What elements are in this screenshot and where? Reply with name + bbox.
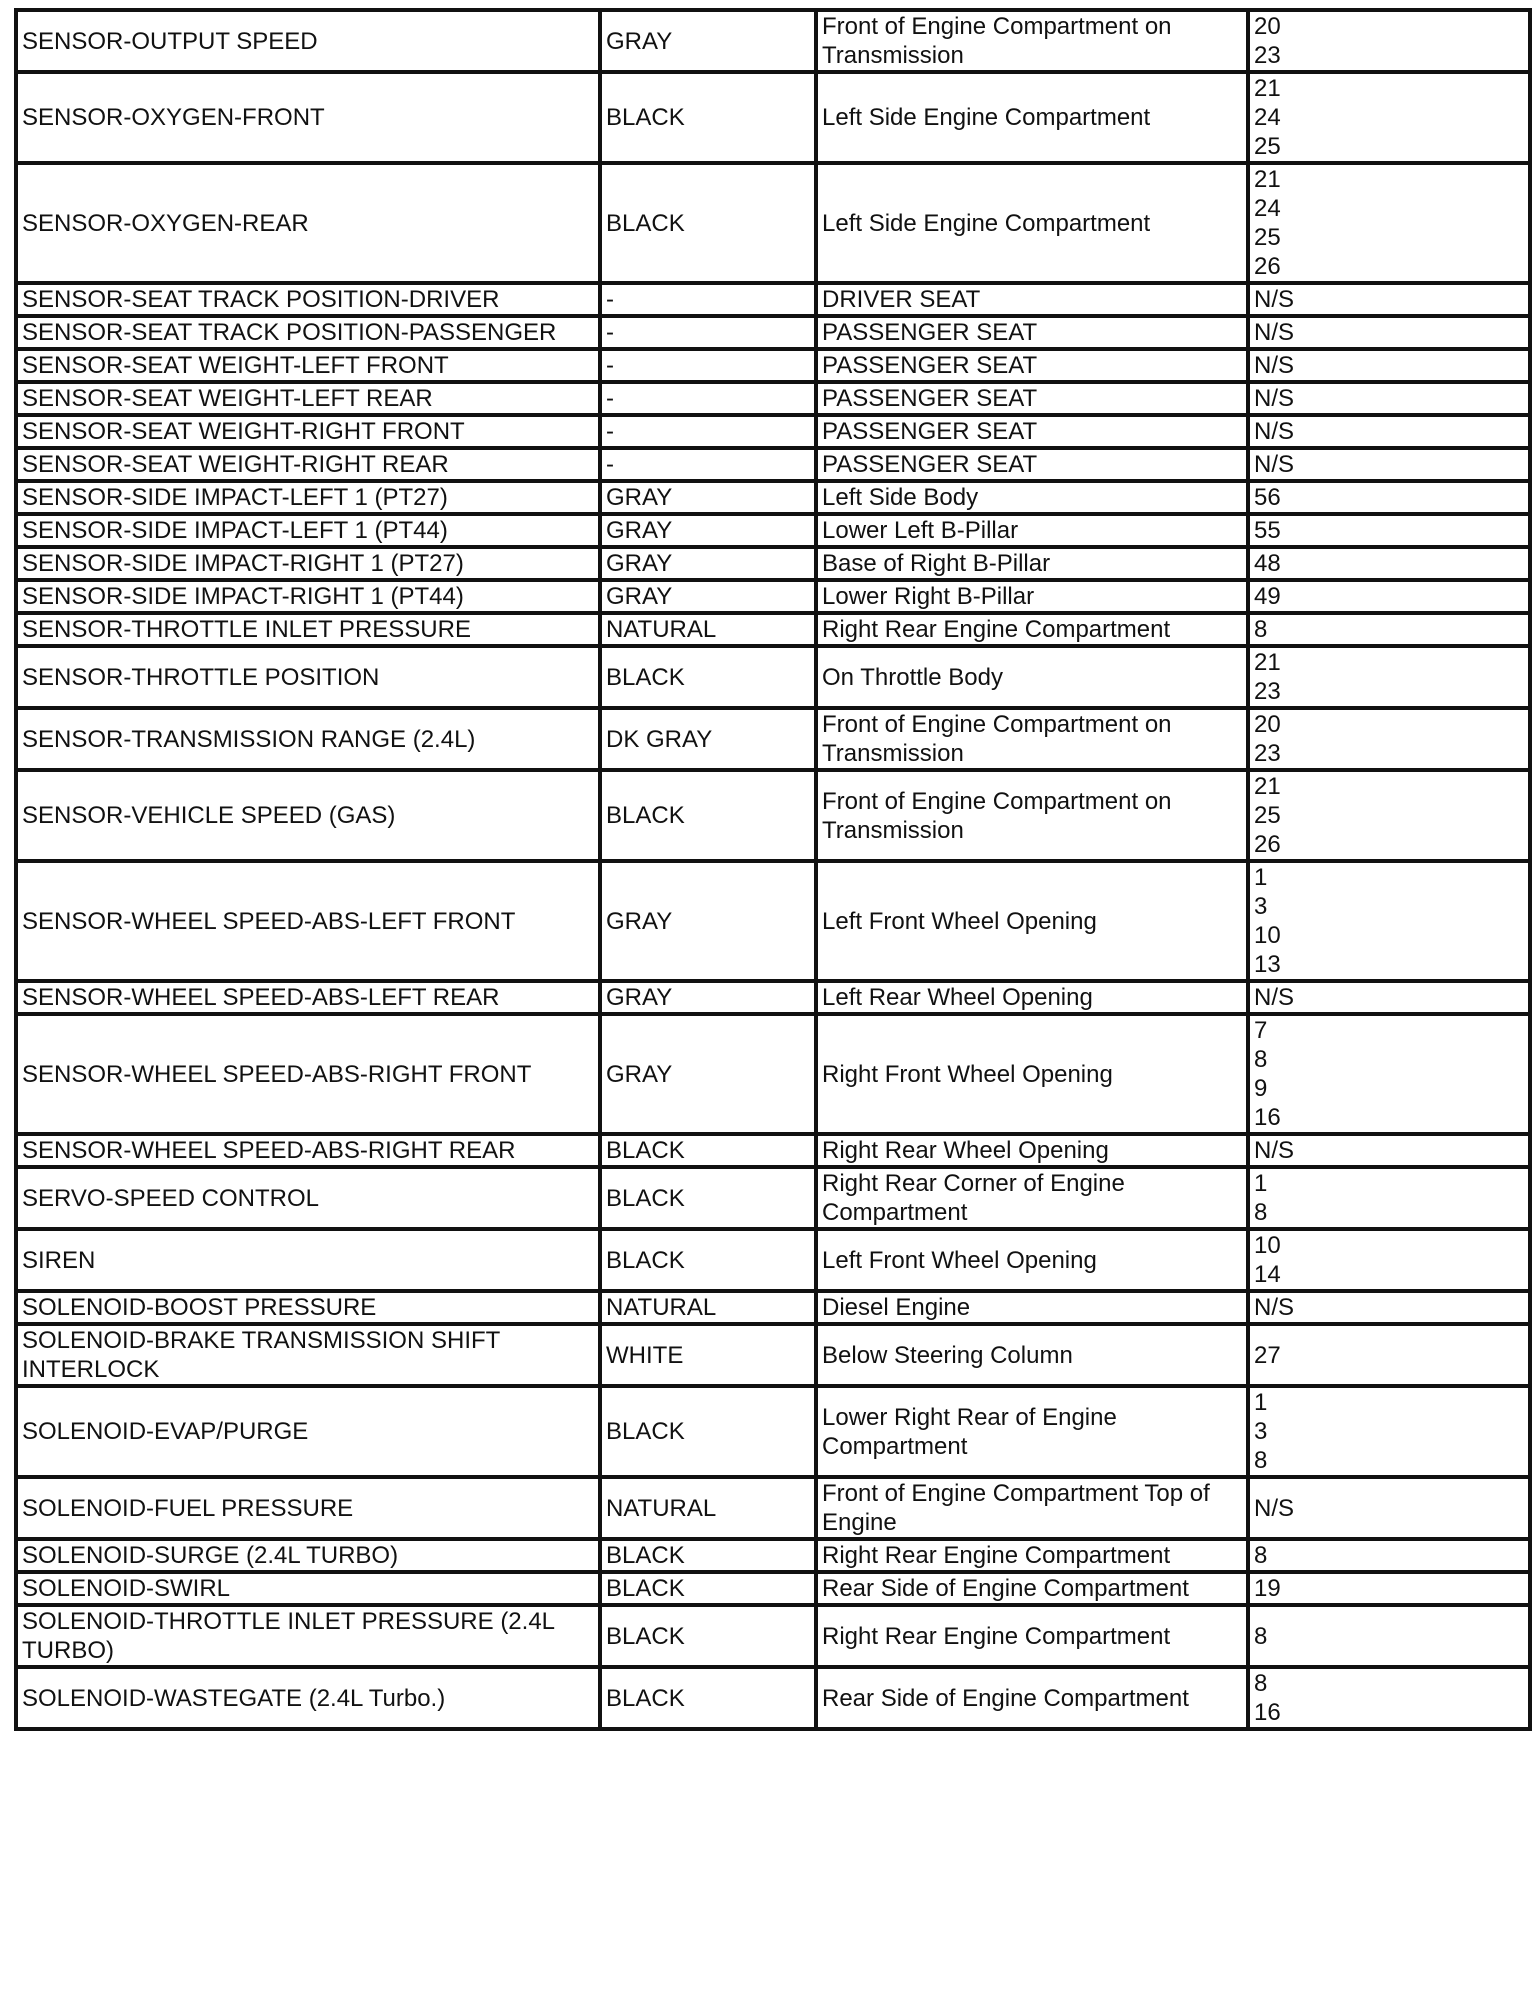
table-row (16, 10, 1530, 72)
table-row (16, 349, 1530, 382)
connector-color-cell: - (600, 448, 816, 481)
fuse-cavity-value: 23 (1254, 678, 1281, 705)
connector-location-cell: Below Steering Column (816, 1324, 1248, 1386)
connector-color-cell: GRAY (600, 580, 816, 613)
connector-name-cell: SENSOR-WHEEL SPEED-ABS-RIGHT FRONT (16, 1014, 600, 1134)
connector-name-cell: SENSOR-WHEEL SPEED-ABS-LEFT REAR (16, 981, 600, 1014)
connector-name-cell: SENSOR-THROTTLE INLET PRESSURE (16, 613, 600, 646)
table-row (16, 1014, 1530, 1134)
table-row (16, 448, 1530, 481)
fuse-cavity-value: 10 (1254, 922, 1281, 949)
connector-name-cell: SENSOR-SEAT WEIGHT-LEFT REAR (16, 382, 600, 415)
fuse-cavity-cell (1248, 448, 1530, 481)
connector-name-cell: SENSOR-VEHICLE SPEED (GAS) (16, 770, 600, 861)
connector-color-cell: NATURAL (600, 1477, 816, 1539)
connector-location-cell: Front of Engine Compartment Top of Engine (816, 1477, 1248, 1539)
connector-location-cell: Left Front Wheel Opening (816, 1229, 1248, 1291)
connector-location-cell: Right Rear Engine Compartment (816, 1539, 1248, 1572)
table-row (16, 646, 1530, 708)
table-row (16, 770, 1530, 861)
table-row (16, 613, 1530, 646)
connector-location-cell: On Throttle Body (816, 646, 1248, 708)
fuse-cavity-cell (1248, 1229, 1530, 1291)
connector-color-cell: - (600, 415, 816, 448)
fuse-cavity-value: 1 (1254, 864, 1268, 891)
table-row (16, 163, 1530, 283)
fuse-cavity-cell (1248, 1572, 1530, 1605)
connector-name-cell: SOLENOID-WASTEGATE (2.4L Turbo.) (16, 1667, 600, 1729)
connector-name-cell: SENSOR-SEAT TRACK POSITION-PASSENGER (16, 316, 600, 349)
connector-color-cell: - (600, 382, 816, 415)
table-row (16, 1229, 1530, 1291)
connector-name-cell: SOLENOID-SURGE (2.4L TURBO) (16, 1539, 600, 1572)
fuse-cavity-value: 13 (1254, 951, 1281, 978)
connector-location-cell: Left Rear Wheel Opening (816, 981, 1248, 1014)
connector-color-cell: GRAY (600, 10, 816, 72)
connector-color-cell: BLACK (600, 1229, 816, 1291)
fuse-cavity-value: 25 (1254, 802, 1281, 829)
table-row (16, 1291, 1530, 1324)
connector-name-cell: SERVO-SPEED CONTROL (16, 1167, 600, 1229)
connector-location-cell: PASSENGER SEAT (816, 316, 1248, 349)
fuse-cavity-value: 21 (1254, 75, 1281, 102)
fuse-cavity-value: 26 (1254, 831, 1281, 858)
connector-location-cell: Front of Engine Compartment on Transmission (816, 770, 1248, 861)
connector-color-cell: GRAY (600, 481, 816, 514)
fuse-cavity-value: 3 (1254, 1418, 1268, 1445)
table-body (16, 10, 1530, 1729)
fuse-cavity-value: 3 (1254, 893, 1268, 920)
connector-color-cell: GRAY (600, 981, 816, 1014)
fuse-cavity-value: N/S (1254, 352, 1295, 379)
table-row (16, 1134, 1530, 1167)
connector-name-cell: SENSOR-THROTTLE POSITION (16, 646, 600, 708)
connector-name-cell: SENSOR-SIDE IMPACT-RIGHT 1 (PT27) (16, 547, 600, 580)
fuse-cavity-value: 21 (1254, 166, 1281, 193)
connector-color-cell: BLACK (600, 1572, 816, 1605)
fuse-cavity-value: 8 (1254, 1670, 1268, 1697)
connector-name-cell: SENSOR-OUTPUT SPEED (16, 10, 600, 72)
fuse-cavity-cell (1248, 1134, 1530, 1167)
fuse-cavity-value: 9 (1254, 1075, 1268, 1102)
connector-location-cell: Right Rear Wheel Opening (816, 1134, 1248, 1167)
fuse-cavity-value: 8 (1254, 1622, 1268, 1650)
fuse-cavity-cell (1248, 1167, 1530, 1229)
connector-color-cell: BLACK (600, 163, 816, 283)
fuse-cavity-cell (1248, 1324, 1530, 1386)
fuse-cavity-value: 25 (1254, 133, 1281, 160)
fuse-cavity-cell (1248, 547, 1530, 580)
table-row (16, 283, 1530, 316)
table-row (16, 1167, 1530, 1229)
fuse-cavity-value: 10 (1254, 1232, 1281, 1259)
fuse-cavity-value: 56 (1254, 484, 1281, 511)
fuse-cavity-value: N/S (1254, 1137, 1295, 1164)
table-row (16, 580, 1530, 613)
connector-location-cell: Rear Side of Engine Compartment (816, 1667, 1248, 1729)
connector-name-cell: SOLENOID-EVAP/PURGE (16, 1386, 600, 1477)
fuse-cavity-cell (1248, 382, 1530, 415)
fuse-cavity-cell (1248, 1667, 1530, 1729)
connector-color-cell: BLACK (600, 1605, 816, 1667)
fuse-cavity-cell (1248, 1539, 1530, 1572)
fuse-cavity-value: 1 (1254, 1389, 1268, 1416)
connector-location-cell: Right Front Wheel Opening (816, 1014, 1248, 1134)
fuse-cavity-cell (1248, 514, 1530, 547)
connector-location-cell: PASSENGER SEAT (816, 349, 1248, 382)
fuse-cavity-value: 23 (1254, 740, 1281, 767)
fuse-cavity-value: N/S (1254, 319, 1295, 346)
connector-color-cell: GRAY (600, 514, 816, 547)
fuse-cavity-cell (1248, 163, 1530, 283)
fuse-cavity-value: 26 (1254, 253, 1281, 280)
fuse-cavity-cell (1248, 1386, 1530, 1477)
connector-name-cell: SENSOR-OXYGEN-FRONT (16, 72, 600, 163)
fuse-cavity-value: 8 (1254, 616, 1268, 643)
connector-location-cell: DRIVER SEAT (816, 283, 1248, 316)
table-row (16, 708, 1530, 770)
fuse-cavity-cell (1248, 770, 1530, 861)
fuse-cavity-cell (1248, 580, 1530, 613)
fuse-cavity-cell (1248, 72, 1530, 163)
fuse-cavity-value: 24 (1254, 104, 1281, 131)
connector-name-cell: SENSOR-SEAT TRACK POSITION-DRIVER (16, 283, 600, 316)
fuse-cavity-value: N/S (1254, 451, 1295, 478)
table-row (16, 415, 1530, 448)
connector-color-cell: NATURAL (600, 613, 816, 646)
fuse-cavity-cell (1248, 316, 1530, 349)
connector-location-cell: Right Rear Corner of Engine Compartment (816, 1167, 1248, 1229)
connector-name-cell: SENSOR-SIDE IMPACT-RIGHT 1 (PT44) (16, 580, 600, 613)
connector-name-cell: SOLENOID-BOOST PRESSURE (16, 1291, 600, 1324)
table-row (16, 1667, 1530, 1729)
connector-name-cell: SENSOR-OXYGEN-REAR (16, 163, 600, 283)
fuse-cavity-value: 8 (1254, 1542, 1268, 1569)
fuse-cavity-cell (1248, 861, 1530, 981)
fuse-cavity-value: 8 (1254, 1447, 1268, 1474)
fuse-cavity-value: 27 (1254, 1341, 1281, 1369)
connector-color-cell: - (600, 283, 816, 316)
fuse-cavity-value: N/S (1254, 385, 1295, 412)
connector-location-cell: Lower Left B-Pillar (816, 514, 1248, 547)
connector-name-cell: SENSOR-WHEEL SPEED-ABS-LEFT FRONT (16, 861, 600, 981)
fuse-cavity-value: 8 (1254, 1046, 1268, 1073)
connector-location-cell: PASSENGER SEAT (816, 382, 1248, 415)
fuse-cavity-value: N/S (1254, 286, 1295, 313)
connector-name-cell: SENSOR-TRANSMISSION RANGE (2.4L) (16, 708, 600, 770)
connector-color-cell: DK GRAY (600, 708, 816, 770)
connector-name-cell: SENSOR-SEAT WEIGHT-RIGHT FRONT (16, 415, 600, 448)
table-row (16, 72, 1530, 163)
connector-location-cell: Front of Engine Compartment on Transmission (816, 10, 1248, 72)
fuse-cavity-value: N/S (1254, 418, 1295, 445)
connector-location-cell: Right Rear Engine Compartment (816, 1605, 1248, 1667)
fuse-cavity-value: 1 (1254, 1170, 1268, 1197)
fuse-cavity-cell (1248, 481, 1530, 514)
connector-color-cell: BLACK (600, 72, 816, 163)
table-row (16, 1386, 1530, 1477)
fuse-cavity-value: 20 (1254, 13, 1281, 40)
fuse-cavity-cell (1248, 981, 1530, 1014)
connector-location-cell: PASSENGER SEAT (816, 415, 1248, 448)
fuse-cavity-cell (1248, 708, 1530, 770)
connector-name-cell: SOLENOID-BRAKE TRANSMISSION SHIFT INTERLOCK (16, 1324, 600, 1386)
fuse-cavity-value: 24 (1254, 195, 1281, 222)
connector-location-cell: Base of Right B-Pillar (816, 547, 1248, 580)
connector-name-cell: SOLENOID-THROTTLE INLET PRESSURE (2.4L TURBO) (16, 1605, 600, 1667)
connector-color-cell: BLACK (600, 1167, 816, 1229)
connector-name-cell: SOLENOID-FUEL PRESSURE (16, 1477, 600, 1539)
table-row (16, 1572, 1530, 1605)
fuse-cavity-value: 8 (1254, 1199, 1268, 1226)
connector-location-cell: PASSENGER SEAT (816, 448, 1248, 481)
connector-name-cell: SENSOR-SEAT WEIGHT-RIGHT REAR (16, 448, 600, 481)
connector-color-cell: - (600, 349, 816, 382)
table-row (16, 547, 1530, 580)
fuse-cavity-value: 21 (1254, 773, 1281, 800)
connector-name-cell: SENSOR-WHEEL SPEED-ABS-RIGHT REAR (16, 1134, 600, 1167)
connector-location-cell: Left Side Engine Compartment (816, 163, 1248, 283)
connector-color-cell: BLACK (600, 1539, 816, 1572)
connector-location-cell: Diesel Engine (816, 1291, 1248, 1324)
table-row (16, 1605, 1530, 1667)
connector-color-cell: - (600, 316, 816, 349)
connector-color-cell: NATURAL (600, 1291, 816, 1324)
connector-name-cell: SENSOR-SIDE IMPACT-LEFT 1 (PT44) (16, 514, 600, 547)
fuse-cavity-cell (1248, 613, 1530, 646)
table-row (16, 1324, 1530, 1386)
fuse-cavity-value: 7 (1254, 1017, 1268, 1044)
connector-color-cell: GRAY (600, 1014, 816, 1134)
connector-color-cell: BLACK (600, 1386, 816, 1477)
fuse-cavity-cell (1248, 646, 1530, 708)
connector-location-cell: Left Side Body (816, 481, 1248, 514)
connector-location-cell: Left Front Wheel Opening (816, 861, 1248, 981)
fuse-cavity-cell (1248, 1014, 1530, 1134)
connector-color-cell: GRAY (600, 861, 816, 981)
connector-color-cell: BLACK (600, 1134, 816, 1167)
fuse-cavity-value: 14 (1254, 1261, 1281, 1288)
connector-location-cell: Right Rear Engine Compartment (816, 613, 1248, 646)
connector-color-cell: BLACK (600, 646, 816, 708)
connector-location-cell: Lower Right B-Pillar (816, 580, 1248, 613)
connector-color-cell: BLACK (600, 1667, 816, 1729)
connector-name-cell: SENSOR-SIDE IMPACT-LEFT 1 (PT27) (16, 481, 600, 514)
table-row (16, 1539, 1530, 1572)
fuse-cavity-cell (1248, 1291, 1530, 1324)
fuse-cavity-value: 16 (1254, 1104, 1281, 1131)
fuse-cavity-value: 25 (1254, 224, 1281, 251)
table-row (16, 481, 1530, 514)
fuse-cavity-cell (1248, 349, 1530, 382)
fuse-cavity-value: N/S (1254, 984, 1295, 1011)
fuse-cavity-value: 19 (1254, 1575, 1281, 1602)
fuse-cavity-value: 48 (1254, 550, 1281, 577)
fuse-cavity-cell (1248, 1477, 1530, 1539)
connector-location-cell: Left Side Engine Compartment (816, 72, 1248, 163)
connector-location-table (14, 8, 1532, 1731)
fuse-cavity-value: 49 (1254, 583, 1281, 610)
connector-name-cell: SOLENOID-SWIRL (16, 1572, 600, 1605)
fuse-cavity-cell (1248, 415, 1530, 448)
connector-name-cell: SIREN (16, 1229, 600, 1291)
connector-name-cell: SENSOR-SEAT WEIGHT-LEFT FRONT (16, 349, 600, 382)
table-row (16, 382, 1530, 415)
fuse-cavity-cell (1248, 10, 1530, 72)
connector-color-cell: GRAY (600, 547, 816, 580)
table-row (16, 861, 1530, 981)
fuse-cavity-value: 21 (1254, 649, 1281, 676)
fuse-cavity-value: 23 (1254, 42, 1281, 69)
fuse-cavity-value: N/S (1254, 1294, 1295, 1321)
connector-location-cell: Rear Side of Engine Compartment (816, 1572, 1248, 1605)
table-row (16, 981, 1530, 1014)
connector-color-cell: BLACK (600, 770, 816, 861)
table-row (16, 514, 1530, 547)
table-row (16, 316, 1530, 349)
fuse-cavity-value: N/S (1254, 1494, 1295, 1522)
fuse-cavity-value: 16 (1254, 1699, 1281, 1726)
connector-color-cell: WHITE (600, 1324, 816, 1386)
fuse-cavity-cell (1248, 1605, 1530, 1667)
connector-location-cell: Lower Right Rear of Engine Compartment (816, 1386, 1248, 1477)
table-row (16, 1477, 1530, 1539)
connector-location-cell: Front of Engine Compartment on Transmission (816, 708, 1248, 770)
fuse-cavity-value: 55 (1254, 517, 1281, 544)
fuse-cavity-value: 20 (1254, 711, 1281, 738)
fuse-cavity-cell (1248, 283, 1530, 316)
